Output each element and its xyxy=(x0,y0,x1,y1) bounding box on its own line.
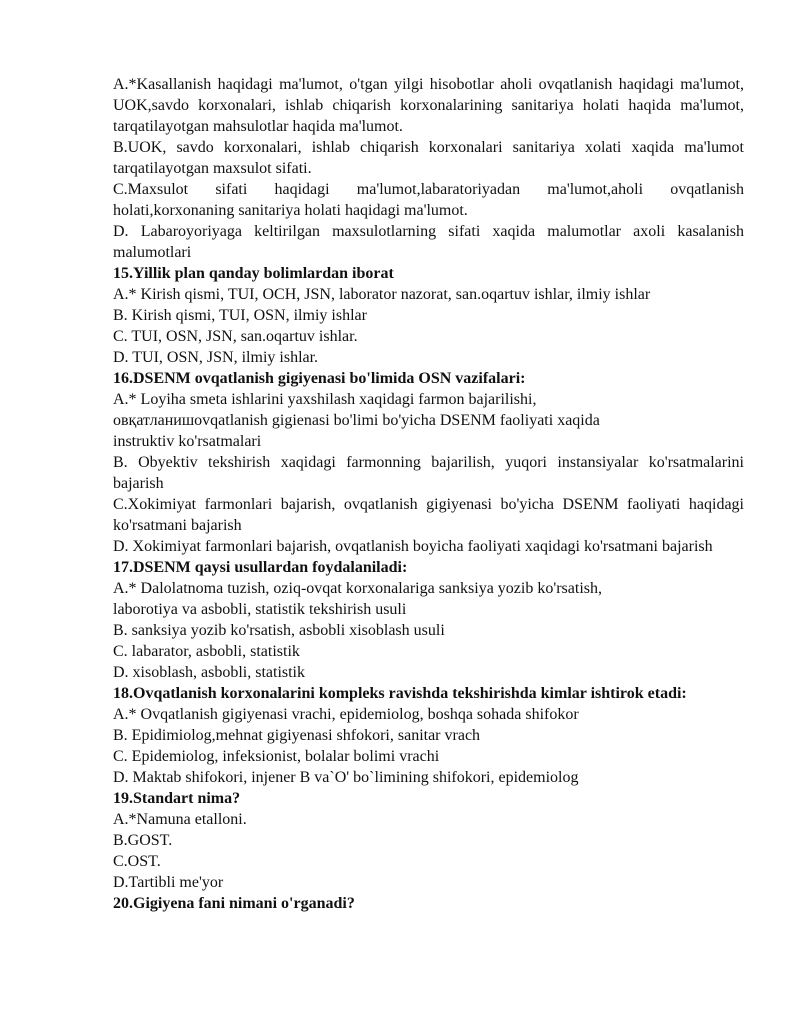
question-heading: 16.DSENM ovqatlanish gigiyenasi bo'limida OSN vazifalari: xyxy=(113,370,526,387)
answer-option: B. sanksiya yozib ko'rsatish, asbobli xisoblash usuli xyxy=(113,622,445,639)
answer-option: B.GOST. xyxy=(113,832,173,849)
answer-option: A.*Namuna etalloni. xyxy=(113,811,247,828)
answer-option: C. labarator, asbobli, statistik xyxy=(113,643,300,660)
question-heading: 17.DSENM qaysi usullardan foydalaniladi: xyxy=(113,559,408,576)
answer-option: C.Xokimiyat farmonlari bajarish, ovqatlanish gigiyenasi bo'yicha DSENM faoliyati haqidagi ko'rsatmani bajarish xyxy=(113,496,744,534)
answer-option: B. Epidimiolog,mehnat gigiyenasi shfokori, sanitar vrach xyxy=(113,727,481,744)
answer-option: A.* Kirish qismi, TUI, OCH, JSN, laborator nazorat, san.oqartuv ishlar, ilmiy ishlar xyxy=(113,286,651,303)
answer-option: D. Xokimiyat farmonlari bajarish, ovqatlanish boyicha faoliyati xaqidagi ko'rsatmani bajarish xyxy=(113,538,713,555)
answer-option: laborotiya va asbobli, statistik tekshirish usuli xyxy=(113,601,407,618)
answer-option: C. TUI, OSN, JSN, san.oqartuv ishlar. xyxy=(113,328,358,345)
question-heading: 20.Gigiyena fani nimani o'rganadi? xyxy=(113,895,355,912)
answer-option: C.Maxsulot sifati haqidagi ma'lumot,labaratoriyadan ma'lumot,aholi ovqatlanish holati,korxonaning sanitariya holati haqidagi ma'lumot. xyxy=(113,181,744,219)
answer-option: B. Kirish qismi, TUI, OSN, ilmiy ishlar xyxy=(113,307,367,324)
question-heading: 18.Ovqatlanish korxonalarini kompleks ravishda tekshirishda kimlar ishtirok etadi: xyxy=(113,685,687,702)
answer-option: овқатланишovqatlanish gigienasi bo'limi bo'yicha DSENM faoliyati xaqida xyxy=(113,412,600,429)
answer-option: C.OST. xyxy=(113,853,161,870)
answer-option: B.UOK, savdo korxonalari, ishlab chiqarish korxonalari sanitariya xolati xaqida ma'lumot tarqatilayotgan maxsulot sifati. xyxy=(113,139,744,177)
answer-option: D.Tartibli me'yor xyxy=(113,874,224,891)
document-page xyxy=(113,74,744,914)
answer-option: D. TUI, OSN, JSN, ilmiy ishlar. xyxy=(113,349,319,366)
answer-option: A.* Ovqatlanish gigiyenasi vrachi, epidemiolog, boshqa sohada shifokor xyxy=(113,706,579,723)
answer-option: A.*Kasallanish haqidagi ma'lumot, o'tgan yilgi hisobotlar aholi ovqatlanish haqidagi ma'lumot, UOK,savdo korxonalari, ishlab chiqarish korxonalarining sanitariya holati haqida ma'lumot, tarqatilayotgan mahsulotlar haqida ma'lumot. xyxy=(113,76,744,135)
answer-option: C. Epidemiolog, infeksionist, bolalar bolimi vrachi xyxy=(113,748,440,765)
answer-option: A.* Loyiha smeta ishlarini yaxshilash xaqidagi farmon bajarilishi, xyxy=(113,391,537,408)
answer-option: D. Maktab shifokori, injener B va`O' bo`limining shifokori, epidemiolog xyxy=(113,769,579,786)
answer-option: A.* Dalolatnoma tuzish, oziq-ovqat korxonalariga sanksiya yozib ko'rsatish, xyxy=(113,580,602,597)
answer-option: D. xisoblash, asbobli, statistik xyxy=(113,664,305,681)
answer-option: instruktiv ko'rsatmalari xyxy=(113,433,262,450)
question-heading: 15.Yillik plan qanday bolimlardan iborat xyxy=(113,265,394,282)
answer-option: D. Labaroyoriyaga keltirilgan maxsulotlarning sifati xaqida malumotlar axoli kasalanish malumotlari xyxy=(113,223,744,261)
answer-option: B. Obyektiv tekshirish xaqidagi farmonning bajarilish, yuqori instansiyalar ko'rsatmalarini bajarish xyxy=(113,454,744,492)
question-heading: 19.Standart nima? xyxy=(113,790,241,807)
